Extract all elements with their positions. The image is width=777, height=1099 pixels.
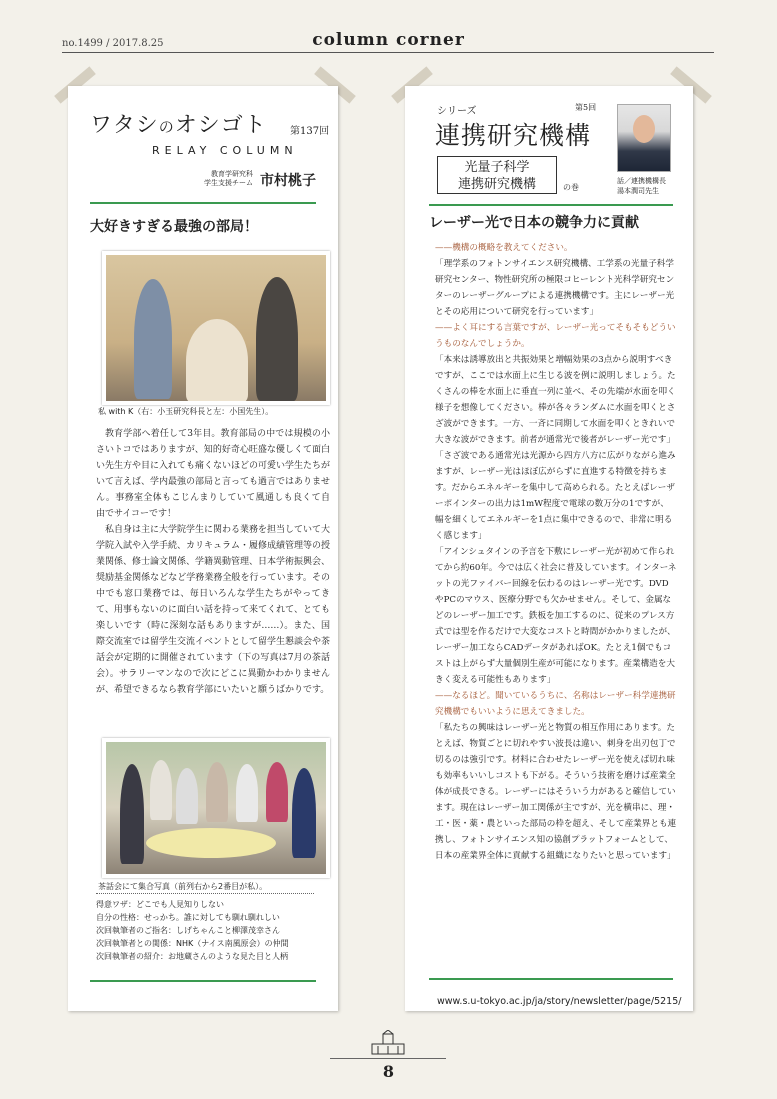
author-name: 市村桃子 — [260, 173, 316, 189]
dotted-rule — [96, 893, 314, 894]
page-number: 8 — [382, 1062, 395, 1081]
person-figure — [176, 768, 198, 824]
footer-rule — [330, 1058, 446, 1059]
answer: 「本来は誘導放出と共振効果と増幅効果の3点から説明すべきですが、ここでは水面上に生じる波を例に説明しましょう。たくさんの棒を水面上に垂直一列に並べ、その先端が水面を叩く様子を想像してください。棒が各々ランダムに水面を叩くとさざ波ができます。一方、一斉に同期して水面を叩くときれいで大きな波ができます。前者が通常光で後者がレーザー光です」 — [435, 355, 676, 445]
article-headline: 大好きすぎる最強の部局！ — [90, 219, 258, 235]
person-figure — [186, 319, 248, 403]
green-rule — [429, 978, 673, 980]
profile-list — [96, 898, 289, 963]
answer: 「私たちの興味はレーザー光と物質の相互作用にあります。たとえば、物質ごとに切れやすい波長は違い、刺身を出刃包丁で切るのは強引です。材料に合わせたレーザー光を使えば切れ味も効率もいいしコストも下がる。そういう技術を磨けば産業全体が成長できる。レーザーにはそういう力があると確信しています。現在はレーザー加工関係が主ですが、光を横串に、理・工・医・薬・農といった部局の枠を超え、そして産業界とも連携し、フォトンサイエンス知の協創プラットフォームとして、日本の産業界全体に貢献する組織になりたいと思っています」 — [435, 723, 677, 861]
article-url[interactable]: www.s.u-tokyo.ac.jp/ja/story/newsletter/page/5215/ — [437, 996, 682, 1007]
face-shape — [633, 115, 655, 143]
photo-caption: 茶話会にて集合写真（前列右から2番目が私）。 — [98, 882, 268, 891]
profile-item: 得意ワザ：どこでも人見知りしない — [96, 900, 224, 909]
green-rule — [90, 980, 316, 982]
profile-item: 次回執筆者との関係：NHK（ナイス南風原会）の仲間 — [96, 939, 289, 948]
article-body: 教育学部へ着任して3年目。教育部局の中では規模の小さいトコではありますが、知的好奇心旺盛な優しくて面白い先生方や目に入れても痛くないほどの可愛い学生たちがいて言えば、学内最強の部局と言っても過言ではありません。事務室全体もこじんまりしていて風通しも良くて自由でサイコーです！ 私自身は主に大学院学生に関わる業務を担当していて大学院入試や入学手続、カリキュラム・履修成績管理等の授業関係、修士論文関係、学籍異動管理、日本学術振興会、奨励基金関係などなど学務業務全般を行っています。その中でも窓口業務では、毎日いろんな学生たちがやってきて、用事もないのに面白い話を持って来てくれて、とても楽しいです（時に深刻な話もありますが……）。また、国際交流室では留学生交流イベントとして留学生懇談会や茶話会が定期的に開催されています（下の写真は7月の茶話会）。サラリーマンなので次にどこに異動かわかりませんが、希望できるなら教育学部にいたいと願うばかりです。 — [96, 429, 331, 695]
column-volume: 第137回 — [290, 126, 330, 137]
professor-portrait — [617, 104, 671, 172]
answer: 「アインシュタインの予言を下敷にレーザー光が初めて作られてから約60年。今では広く社会に普及しています。インターネットの光ファイバー回線を伝わるのはレーザー光です。DVDやPCのマウス、医療分野でも欠かせません。そして、金属などのレーザー加工です。鉄板を加工するのに、従来のプレス方式では型を作るだけで大変なコストと時間がかかりましたが、レーザー加工ならCADデータがあればOK。たとえ1個でもコストは上がらず大量個別生産が可能になります。産業構造を大きく変える可能性もあります」 — [435, 547, 677, 685]
yasuda-auditorium-icon — [368, 1030, 408, 1056]
green-rule — [90, 202, 316, 204]
question: ——よく耳にする言葉ですが、レーザー光ってそもそもどういうものなんでしょうか。 — [435, 323, 676, 349]
tea-party-photo — [102, 738, 330, 878]
person-figure — [236, 764, 258, 822]
person-figure — [292, 768, 316, 858]
staff-photo — [102, 251, 330, 405]
author-dept: 教育学研究科 学生支援チーム — [204, 170, 253, 187]
person-figure — [134, 279, 172, 399]
person-figure — [120, 764, 144, 864]
person-figure — [206, 762, 228, 822]
speaker-info: 話／連携機構長 湯本潤司先生 — [617, 177, 666, 195]
person-figure — [256, 277, 298, 401]
photo-caption: 私 with K（右：小玉研究科長と左：小国先生）。 — [98, 407, 274, 416]
section-title: column corner — [312, 30, 465, 50]
interview-body — [435, 240, 677, 864]
profile-item: 次回執筆者の紹介：お地蔵さんのような見た目と人柄 — [96, 952, 288, 961]
series-column-card — [405, 86, 693, 1011]
volume-suffix: の巻 — [563, 183, 579, 192]
green-rule — [429, 204, 673, 206]
table-shape — [146, 828, 276, 858]
issue-info: no.1499 / 2017.8.25 — [62, 38, 164, 49]
header-rule — [62, 52, 714, 53]
answer: 「さざ波である通常光は光源から四方八方に広がりながら進みますが、レーザー光はほぼ広がらずに直進する特徴を持ちます。だからエネルギーを集中して高められる。たとえばレーザーポインターの出力は1mW程度で電球の数万分の1ですが、幅を細くしてエネルギーを1点に集中できるので、非常に明るく感じます」 — [435, 451, 676, 541]
relay-column-card — [68, 86, 338, 1011]
question: ——機構の概略を教えてください。 — [435, 243, 573, 253]
person-figure — [266, 762, 288, 822]
article-headline: レーザー光で日本の競争力に貢献 — [429, 215, 639, 231]
column-title: ワタシのオシゴト — [90, 113, 267, 138]
series-volume: 第5回 — [575, 103, 597, 112]
series-title: 連携研究機構 — [435, 121, 592, 150]
question: ——なるほど。聞いているうちに、名称はレーザー科学連携研究機構でもいいように思えてきました。 — [435, 691, 676, 717]
profile-item: 次回執筆者のご指名：しげちゃんこと柳澤茂幸さん — [96, 926, 280, 935]
series-label: シリーズ — [437, 106, 477, 117]
answer: 「理学系のフォトンサイエンス研究機構、工学系の光量子科学研究センター、物性研究所の極限コヒーレント光科学研究センターのレーザーグループによる連携機構です。主にレーザー光とその応用について研究を行っています」 — [435, 259, 675, 317]
profile-item: 自分の性格：せっかち。誰に対しても馴れ馴れしい — [96, 913, 280, 922]
person-figure — [150, 760, 172, 820]
organization-box: 光量子科学 連携研究機構 — [437, 156, 557, 194]
relay-label: RELAY COLUMN — [152, 144, 298, 157]
